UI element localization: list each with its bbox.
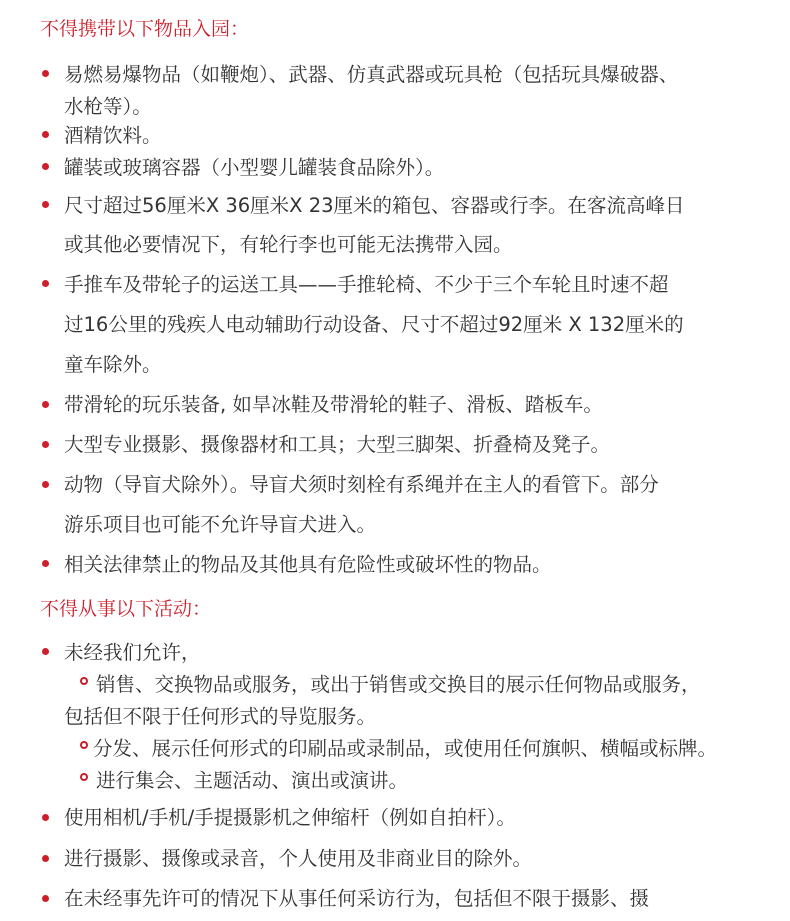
- list-item-line: 使用相机/手机/手提摄影机之伸缩杆（例如自拍杆）。: [64, 806, 516, 829]
- list-item-line: 游乐项目也可能不允许导盲犬进入。: [64, 513, 377, 536]
- bullet: [42, 481, 49, 488]
- list-item-line: 在未经事先许可的情况下从事任何采访行为，包括但不限于摄影、摄: [64, 887, 650, 910]
- list-item-line: 尺寸超过56厘米X 36厘米X 23厘米的箱包、容器或行李。在客流高峰日: [64, 194, 685, 217]
- list-item-line: 酒精饮料。: [64, 124, 162, 147]
- bullet: [42, 441, 49, 448]
- sub-item-line: 销售、交换物品或服务，或出于销售或交换目的展示任何物品或服务，: [96, 673, 701, 696]
- bullet: [42, 163, 49, 170]
- bullet: [42, 560, 49, 567]
- bullet: [42, 401, 49, 408]
- list-item-line: 进行摄影、摄像或录音，个人使用及非商业目的除外。: [64, 847, 533, 870]
- bullet: [42, 895, 49, 902]
- list-item-line: 或其他必要情况下，有轮行李也可能无法携带入园。: [64, 233, 513, 256]
- sub-bullet: [80, 773, 88, 781]
- list-item-line: 罐装或玻璃容器（小型婴儿罐装食品除外）。: [64, 156, 445, 179]
- section-title-prohibited-activities: 不得从事以下活动：: [40, 598, 212, 620]
- bullet: [42, 131, 49, 138]
- list-item-line: 手推车及带轮子的运送工具——手推轮椅、不少于三个车轮且时速不超: [64, 273, 669, 296]
- bullet: [42, 70, 49, 77]
- bullet: [42, 280, 49, 287]
- list-item-line: 童车除外。: [64, 353, 162, 376]
- list-item-line: 易燃易爆物品（如鞭炮）、武器、仿真武器或玩具枪（包括玩具爆破器、: [64, 63, 679, 86]
- sub-item-line: 进行集会、主题活动、演出或演讲。: [96, 769, 409, 792]
- sub-bullet: [80, 677, 88, 685]
- list-item-line: 相关法律禁止的物品及其他具有危险性或破坏性的物品。: [64, 553, 552, 576]
- bullet: [42, 201, 49, 208]
- bullet: [42, 648, 49, 655]
- list-item-line: 未经我们允许，: [64, 641, 201, 664]
- list-item-line: 过16公里的残疾人电动辅助行动设备、尺寸不超过92厘米 X 132厘米的: [64, 313, 684, 336]
- sub-item-line: 分发、展示任何形式的印刷品或录制品，或使用任何旗帜、横幅或标牌。: [93, 737, 718, 760]
- bullet: [42, 814, 49, 821]
- list-item-line: 带滑轮的玩乐装备, 如旱冰鞋及带滑轮的鞋子、滑板、踏板车。: [64, 393, 603, 416]
- bullet: [42, 855, 49, 862]
- list-item-line: 水枪等）。: [64, 95, 152, 118]
- sub-bullet: [80, 741, 88, 749]
- list-item-line: 大型专业摄影、摄像器材和工具；大型三脚架、折叠椅及凳子。: [64, 433, 611, 456]
- sub-item-line: 包括但不限于任何形式的导览服务。: [64, 705, 377, 728]
- list-item-line: 动物（导盲犬除外）。导盲犬须时刻栓有系绳并在主人的看管下。部分: [64, 473, 659, 496]
- section-title-prohibited-items: 不得携带以下物品入园：: [40, 18, 250, 40]
